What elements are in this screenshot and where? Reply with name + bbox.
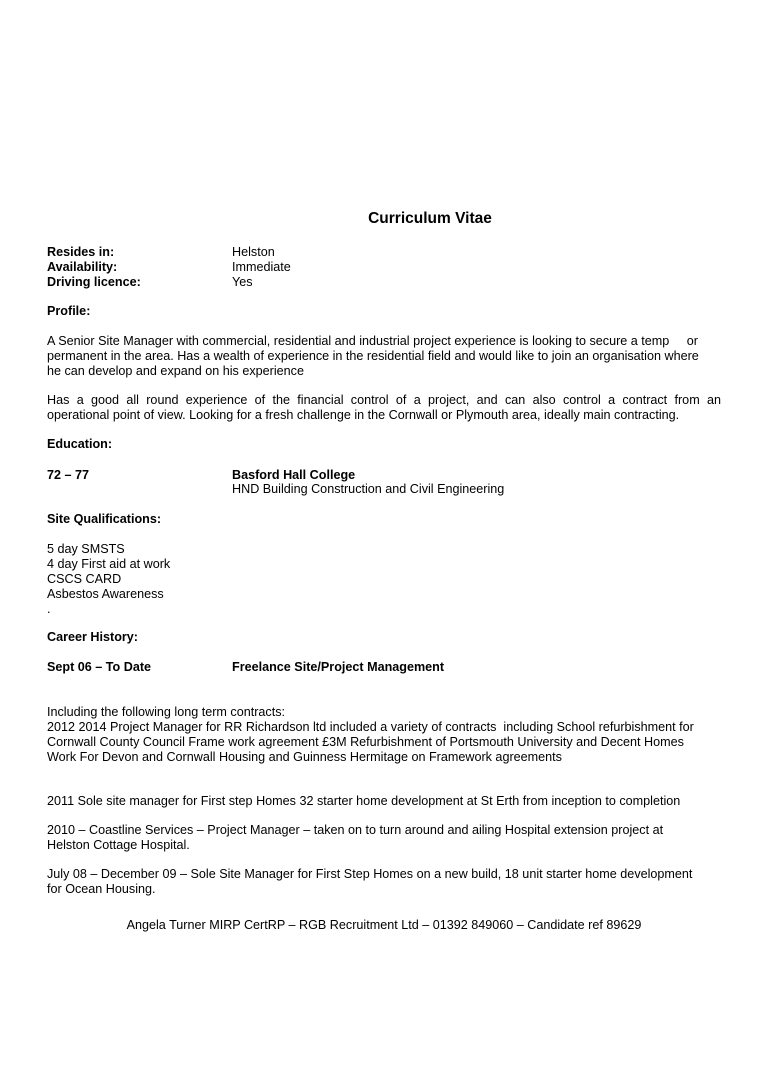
qualification-item: . [47, 602, 51, 616]
qualification-item: 4 day First aid at work [47, 557, 171, 571]
education-heading: Education: [47, 437, 113, 451]
profile-heading: Profile: [47, 304, 91, 318]
text-line: Has a good all round experience of the financial control of a project, and can also control a contract from an [47, 393, 721, 407]
qualification-item: CSCS CARD [47, 572, 122, 586]
text-line: 2011 Sole site manager for First step Homes 32 starter home development at St Erth from inception to completion [47, 794, 681, 808]
career-entry-2011 [47, 794, 721, 809]
page-footer: Angela Turner MIRP CertRP – RGB Recruitment Ltd – 01392 849060 – Candidate ref 89629 [126, 918, 642, 932]
text-line: A Senior Site Manager with commercial, residential and industrial project experience is looking to secure a temp or [47, 334, 698, 348]
detail-value: Helston [232, 245, 275, 259]
career-entry-2010 [47, 823, 721, 853]
qualifications-list [47, 542, 721, 617]
detail-label: Resides in: [47, 245, 115, 259]
text-line: permanent in the area. Has a wealth of experience in the residential field and would like to join an organisation where [47, 349, 699, 363]
education-institution: Basford Hall College [232, 468, 356, 482]
qualification-item: 5 day SMSTS [47, 542, 125, 556]
text-line: he can develop and expand on his experience [47, 364, 304, 378]
text-line: operational point of view. Looking for a fresh challenge in the Cornwall or Plymouth area, ideally main contracting. [47, 408, 680, 422]
profile-paragraph-2 [47, 393, 721, 423]
education-years: 72 – 77 [47, 468, 90, 482]
detail-value: Yes [232, 275, 253, 289]
text-line: Helston Cottage Hospital. [47, 838, 190, 852]
text-line: Cornwall County Council Frame work agreement £3M Refurbishment of Portsmouth University and Decent Homes [47, 735, 684, 749]
text-line: for Ocean Housing. [47, 882, 156, 896]
text-line: July 08 – December 09 – Sole Site Manager for First Step Homes on a new build, 18 unit starter home development [47, 867, 693, 881]
detail-label: Availability: [47, 260, 118, 274]
career-entry-2008 [47, 867, 721, 897]
text-line: 2012 2014 Project Manager for RR Richardson ltd included a variety of contracts including School refurbishment for [47, 720, 694, 734]
career-role: Freelance Site/Project Management [232, 660, 445, 674]
qualifications-heading: Site Qualifications: [47, 512, 162, 526]
text-line: 2010 – Coastline Services – Project Manager – taken on to turn around and ailing Hospital extension project at [47, 823, 664, 837]
detail-value: Immediate [232, 260, 291, 274]
career-period: Sept 06 – To Date [47, 660, 152, 674]
contracts-intro: Including the following long term contracts: [47, 705, 286, 719]
career-heading: Career History: [47, 630, 138, 644]
detail-label: Driving licence: [47, 275, 141, 289]
contracts-block [47, 705, 721, 765]
document-title: Curriculum Vitae [368, 210, 492, 227]
text-line: Work For Devon and Cornwall Housing and Guinness Hermitage on Framework agreements [47, 750, 562, 764]
education-course: HND Building Construction and Civil Engineering [232, 482, 505, 496]
qualification-item: Asbestos Awareness [47, 587, 164, 601]
profile-paragraph-1 [47, 334, 721, 379]
